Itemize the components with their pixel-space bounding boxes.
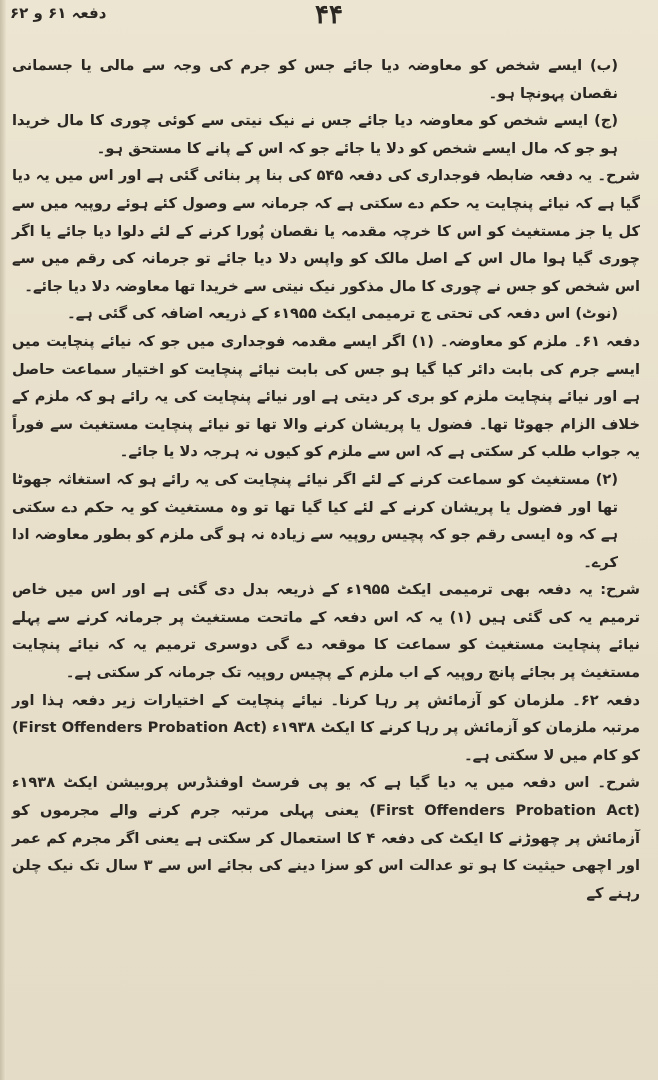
body-text — [12, 52, 640, 907]
section-61-compensation-to-accused: دفعہ ۶۱۔ ملزم کو معاوضہ۔ (۱) اگر ایسے مقدمہ فوجداری میں جو کہ نیائے پنچایت میں ایسے جرم کی بابت دائر کیا گیا ہو جس کی بابت نیائے پنچایت کو اختیار سماعت حاصل ہے اور نیائے پنچایت ملزم کو بری کر دیتی ہے اور نیائے پنچایت کی یہ رائے ہو کہ ملزم کے خلاف الزام جھوٹا تھا۔ فضول یا پریشان کرنے والا تھا تو نیائے پنچایت مستغیث سے فوراً یہ جواب طلب کر سکتی ہے کہ اس سے ملزم کو کیوں نہ ہرجہ دلا یا جائے۔ — [12, 332, 641, 461]
page-edge-shadow — [0, 0, 6, 1080]
page-number: ۴۴ — [315, 0, 343, 30]
commentary-amendment: شرح: یہ دفعہ بھی ترمیمی ایکٹ ۱۹۵۵ء کے ذریعہ بدل دی گئی ہے اور اس میں خاص ترمیم یہ کی گئی ہیں (۱) یہ کہ اس دفعہ کے ماتحت مستغیث پر جرمانہ کرنے سے پہلے نیائے پنچایت مستغیث کو سماعت کا موقعہ دے گی دوسری ترمیم یہ کہ نیائے پنچایت مستغیث پر بجائے پانچ روپیہ کے اب ملزم کے پچیس روپیہ تک جرمانہ کر سکتی ہے۔ — [12, 581, 641, 682]
clause-b: (ب) ایسے شخص کو معاوضہ دیا جائے جس کو جرم کی وجہ سے مالی یا جسمانی نقصان پہونچا ہو۔ — [12, 57, 618, 102]
commentary-section-61: شرح۔ یہ دفعہ ضابطہ فوجداری کی دفعہ ۵۴۵ کی بنا پر بنائی گئی ہے اور اس میں یہ دیا گیا ہے کہ نیائے پنچایت یہ حکم دے سکتی ہے کہ جرمانہ سے وصول کئے ہوئے روپیہ میں سے کل یا جز مستغیث کو اس کا خرچہ مقدمہ یا نقصان پُورا کرنے کے لئے دلوا دیا جائے یا اگر چوری گیا ہوا مال اس کے اصل مالک کو واپس دلا دیا جائے تو جرمانہ کی رقم میں سے اس شخص کو جس نے چوری کا مال مذکور نیک نیتی سے خریدا تھا معاوضہ دلا دیا جائے۔ — [12, 167, 640, 295]
amendment-note: (نوٹ) اس دفعہ کی تحتی ج ترمیمی ایکٹ ۱۹۵۵ء کے ذریعہ اضافہ کی گئی ہے۔ — [67, 305, 618, 323]
section-range-header: دفعہ ۶۱ و ۶۲ — [10, 4, 107, 22]
section-61-subsection-2: (۲) مستغیث کو سماعت کرنے کے لئے اگر نیائے پنچایت کی یہ رائے ہو کہ استغاثہ جھوٹا تھا اور فضول یا پریشان کرنے کے لئے کیا گیا تھا تو وہ مستغیث کو یہ حکم دے سکتی ہے کہ وہ ایسی رقم جو کہ پچیس روپیہ سے زیادہ نہ ہو گی ملزم کو بطور معاوضہ ادا کرے۔ — [12, 470, 618, 571]
commentary-section-62: شرح۔ اس دفعہ میں یہ دیا گیا ہے کہ یو پی فرسٹ اوفنڈرس پروبیشن ایکٹ ۱۹۳۸ء (First Offenders Probation Act) یعنی پہلی مرتبہ جرم کرنے والے مجرموں کو آزمائش پر چھوڑنے کا ایکٹ کی دفعہ ۴ کا استعمال کر سکتی ہے یعنی اگر مجرم کم عمر اور اچھی حیثیت کا ہو تو عدالت اس کو سزا دینے کی بجائے اس سے ۳ سال تک نیک چلن رہنے کے — [12, 774, 641, 902]
clause-c: (ج) ایسے شخص کو معاوضہ دیا جائے جس نے نیک نیتی سے کوئی چوری کا مال خریدا ہو جو کہ مال ایسے شخص کو دلا یا جائے جو کہ اس کے پانے کا مستحق ہو۔ — [12, 112, 618, 157]
section-62-probation: دفعہ ۶۲۔ ملزمان کو آزمائش پر رہا کرنا۔ نیائے پنچایت کے اختیارات زیر دفعہ ہذا اور مرتبہ ملزمان کو آزمائش پر رہا کرنے کا ایکٹ ۱۹۳۸ء (First Offenders Probation Act) کو کام میں لا سکتی ہے۔ — [12, 691, 640, 764]
